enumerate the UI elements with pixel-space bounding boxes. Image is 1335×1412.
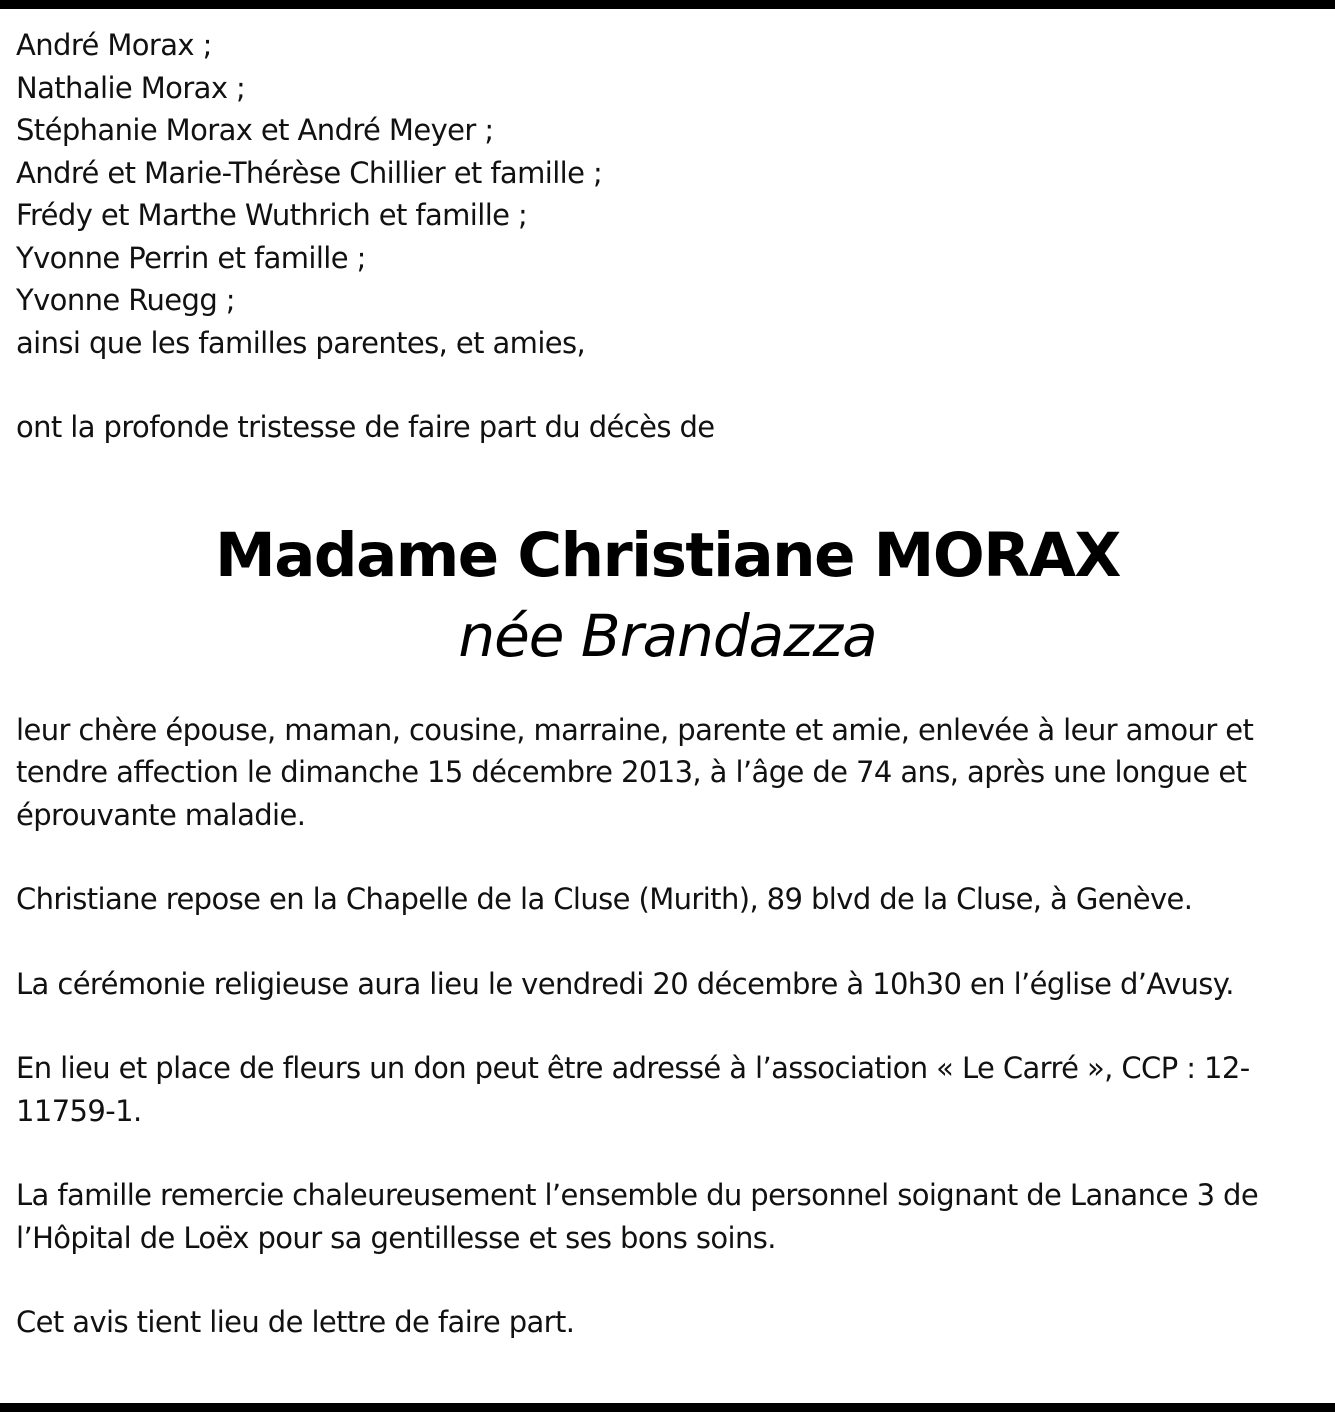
family-line: André et Marie-Thérèse Chillier et famille ; xyxy=(16,155,603,190)
donation-paragraph: En lieu et place de fleurs un don peut être adressé à l’association « Le Carré », CCP : 12-11759-1. xyxy=(16,1051,1250,1128)
maiden-name: née Brandazza xyxy=(458,601,877,670)
death-notice xyxy=(16,24,1328,1344)
family-line: André Morax ; xyxy=(16,28,212,62)
top-rule xyxy=(0,0,1335,9)
deceased-heading xyxy=(16,515,1319,675)
family-line: Frédy et Marthe Wuthrich et famille ; xyxy=(16,198,528,232)
tribute-paragraph: leur chère épouse, maman, cousine, marraine, parente et amie, enlevée à leur amour et tendre affection le dimanche 15 décembre 2013, à l’âge de 74 ans, après une longue et éprouvante maladie. xyxy=(16,712,1254,832)
closing-paragraph: Cet avis tient lieu de lettre de faire part. xyxy=(16,1305,575,1339)
deceased-name: Madame Christiane MORAX xyxy=(215,519,1120,591)
repose-paragraph: Christiane repose en la Chapelle de la Cluse (Murith), 89 blvd de la Cluse, à Genève. xyxy=(16,882,1193,916)
bottom-rule xyxy=(0,1403,1335,1412)
thanks-paragraph: La famille remercie chaleureusement l’ensemble du personnel soignant de Lanance 3 de l’Hôpital de Loëx pour sa gentillesse et ses bons soins. xyxy=(16,1178,1259,1255)
family-line: Yvonne Perrin et famille ; xyxy=(16,240,366,275)
family-list xyxy=(16,24,1328,364)
intro-text: ont la profonde tristesse de faire part du décès de xyxy=(16,410,715,444)
family-line: Stéphanie Morax et André Meyer ; xyxy=(16,113,494,147)
ceremony-paragraph: La cérémonie religieuse aura lieu le vendredi 20 décembre à 10h30 en l’église d’Avusy. xyxy=(16,966,1234,1001)
family-line: Yvonne Ruegg ; xyxy=(16,283,235,317)
family-line: ainsi que les familles parentes, et amies, xyxy=(16,325,586,360)
family-line: Nathalie Morax ; xyxy=(16,70,246,105)
